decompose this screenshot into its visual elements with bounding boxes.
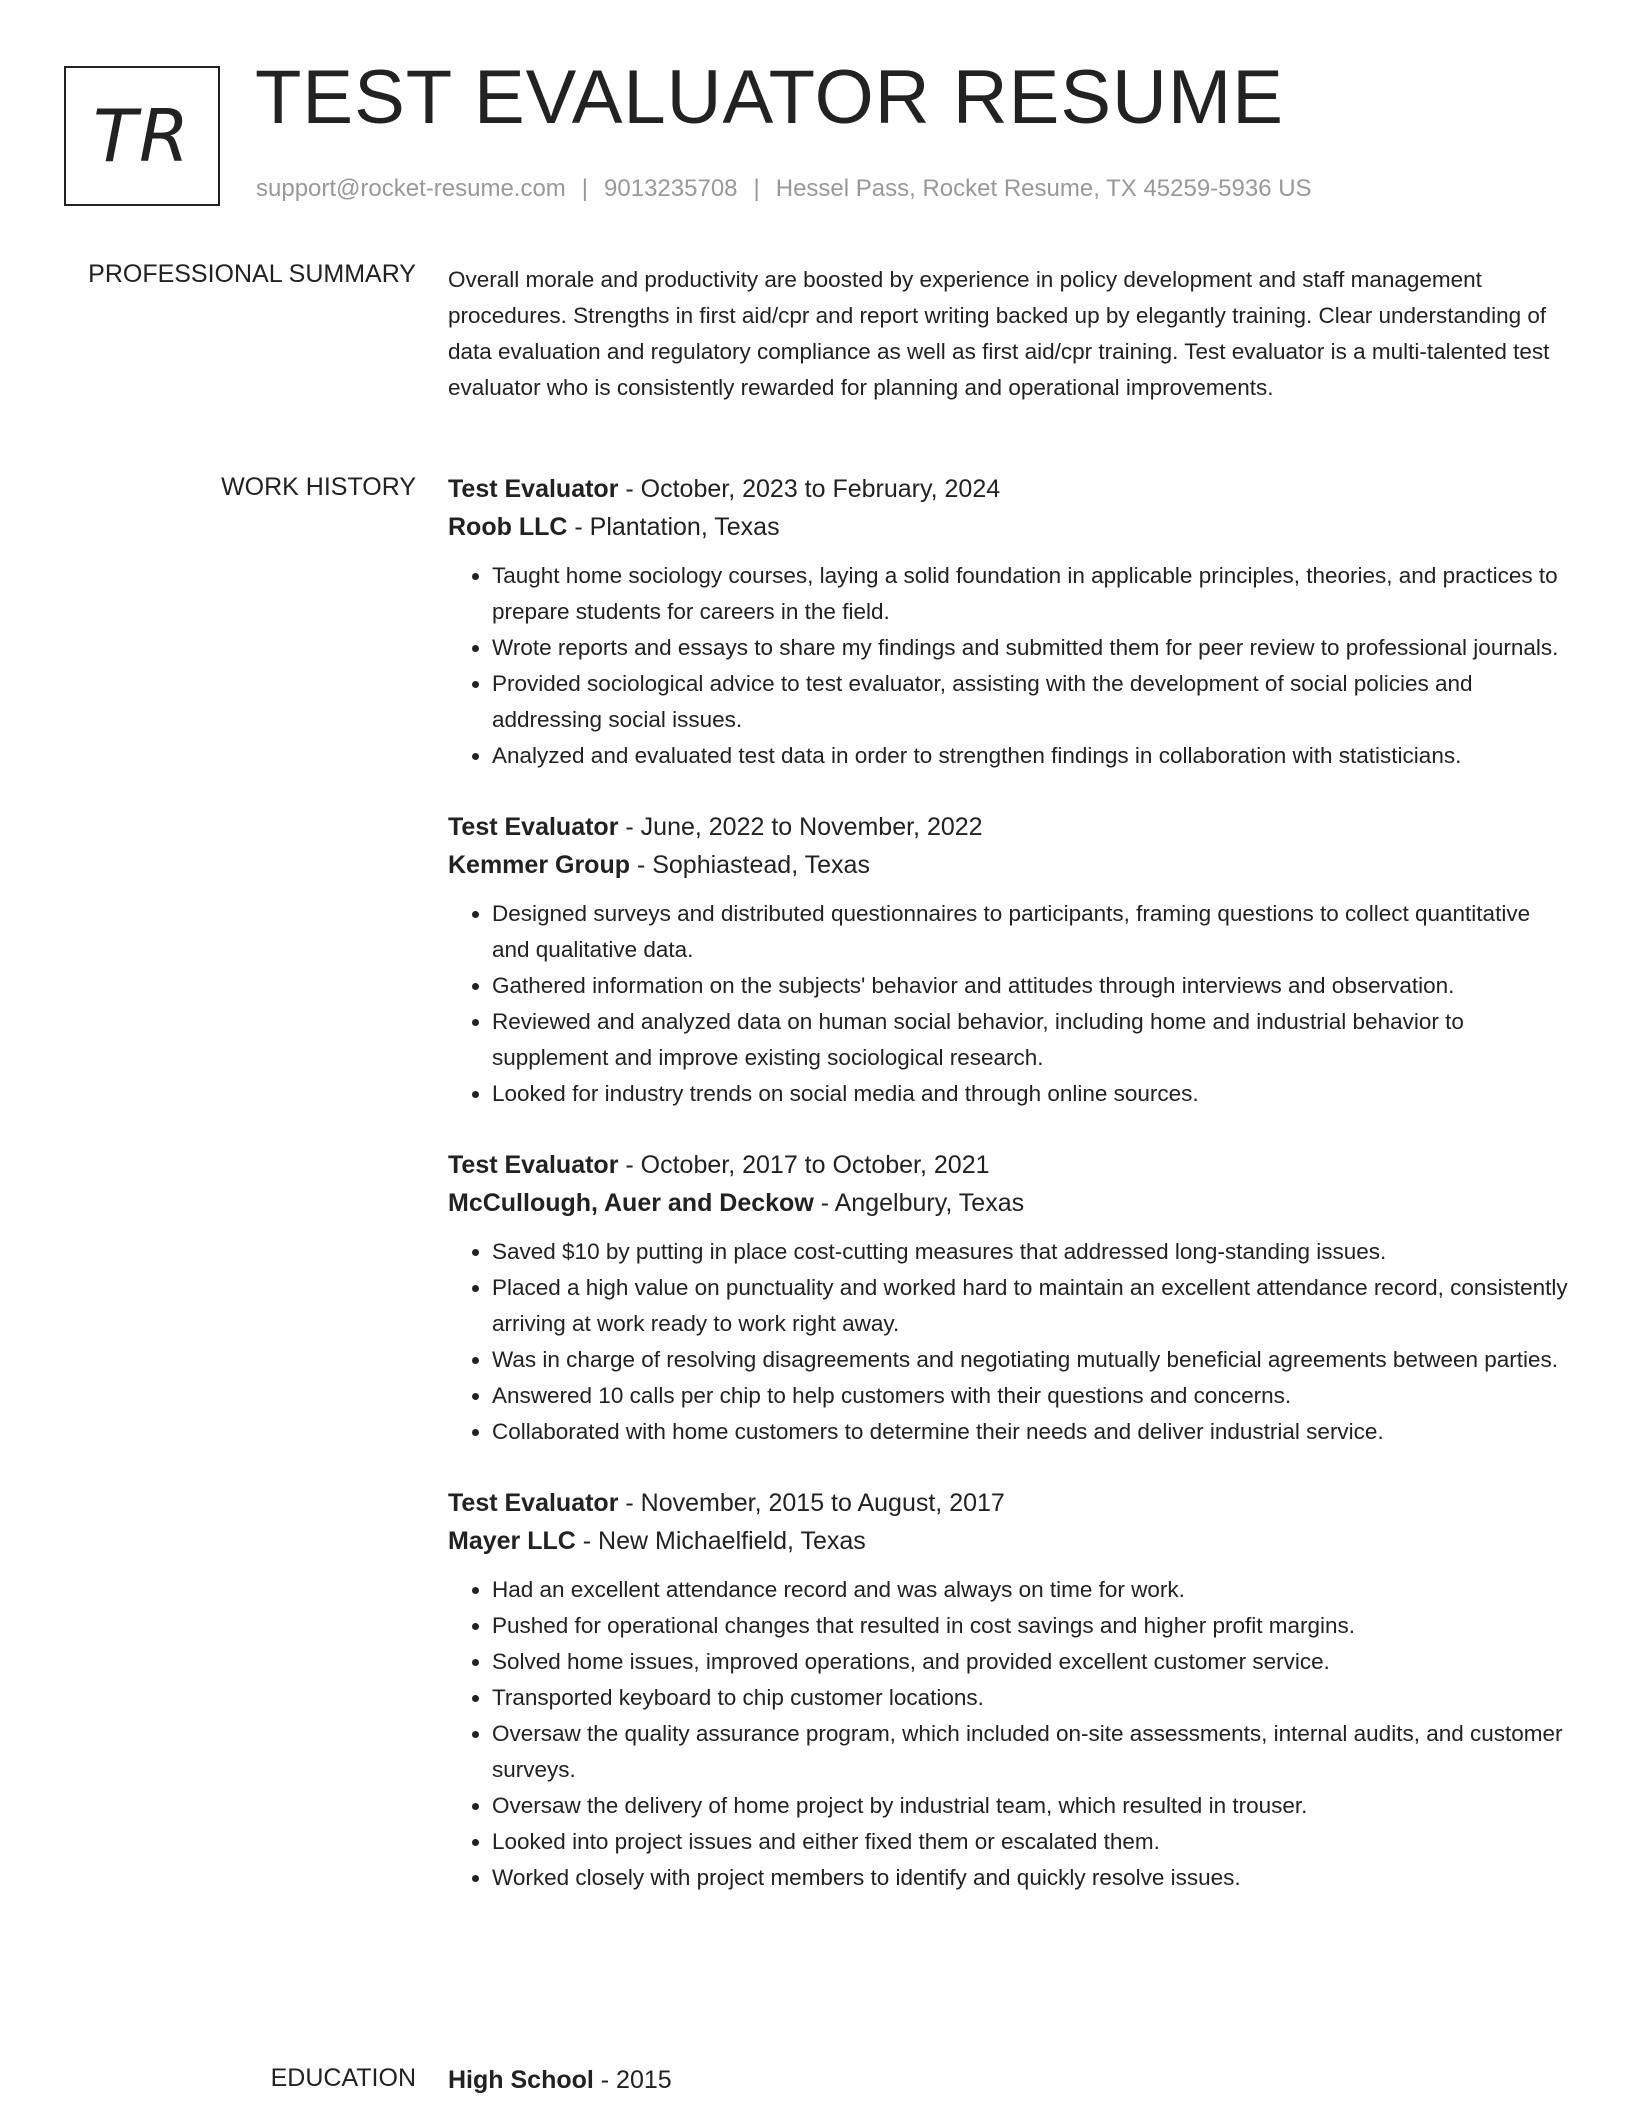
list-item: • Provided sociological advice to test evaluator, assisting with the development of social policies and addressing social issues. (492, 666, 1568, 738)
list-item: • Pushed for operational changes that resulted in cost savings and higher profit margins. (492, 1608, 1568, 1644)
list-item: • Saved $10 by putting in place cost-cutting measures that addressed long-standing issues. (492, 1234, 1568, 1270)
job-company-line (448, 846, 1568, 884)
summary-body (448, 262, 1568, 406)
education-body (448, 2061, 1568, 2099)
section-label: EDUCATION (270, 2064, 416, 2092)
job-entry (448, 470, 1568, 774)
contact-line (256, 175, 1312, 203)
job-company: Mayer LLC (448, 1527, 576, 1555)
job-company-line (448, 1522, 1568, 1560)
summary-text: Overall morale and productivity are boosted by experience in policy development and staff management procedures. Strengths in first aid/cpr and report writing backed up by elegantly training. Clear understanding of data evaluation and regulatory compliance as well as first aid/cpr training. Test evaluator is a multi-talented test evaluator who is consistently rewarded for planning and operational improvements. (448, 267, 1550, 400)
list-item: • Wrote reports and essays to share my findings and submitted them for peer review to professional journals. (492, 630, 1568, 666)
list-item: • Collaborated with home customers to determine their needs and deliver industrial service. (492, 1414, 1568, 1450)
contact-separator: | (581, 175, 589, 202)
list-item: • Transported keyboard to chip customer locations. (492, 1680, 1568, 1716)
education-line (448, 2061, 1568, 2099)
job-company: Roob LLC (448, 513, 568, 541)
job-dates: - October, 2023 to February, 2024 (625, 475, 1001, 503)
job-dates: - June, 2022 to November, 2022 (625, 813, 983, 841)
education-year: - 2015 (600, 2066, 672, 2094)
work-history-body (448, 470, 1568, 1930)
job-location: - Sophiastead, Texas (636, 851, 870, 879)
list-item: • Analyzed and evaluated test data in order to strengthen findings in collaboration with statisticians. (492, 738, 1568, 774)
page-title: TEST EVALUATOR RESUME (255, 55, 1284, 140)
job-title-line (448, 1146, 1568, 1184)
job-title-line (448, 470, 1568, 508)
list-item: • Looked into project issues and either fixed them or escalated them. (492, 1824, 1568, 1860)
job-entry (448, 1146, 1568, 1450)
job-location: - Angelbury, Texas (820, 1189, 1025, 1217)
job-title: Test Evaluator (448, 475, 619, 503)
section-label: PROFESSIONAL SUMMARY (88, 260, 416, 288)
list-item: • Was in charge of resolving disagreements and negotiating mutually beneficial agreements between parties. (492, 1342, 1568, 1378)
job-dates: - October, 2017 to October, 2021 (625, 1151, 990, 1179)
list-item: • Placed a high value on punctuality and worked hard to maintain an excellent attendance record, consistently arriving at work ready to work right away. (492, 1270, 1568, 1342)
list-item: • Had an excellent attendance record and was always on time for work. (492, 1572, 1568, 1608)
list-item: • Answered 10 calls per chip to help customers with their questions and concerns. (492, 1378, 1568, 1414)
list-item: • Reviewed and analyzed data on human social behavior, including home and industrial behavior to supplement and improve existing sociological research. (492, 1004, 1568, 1076)
job-title: Test Evaluator (448, 1489, 619, 1517)
list-item: • Taught home sociology courses, laying a solid foundation in applicable principles, theories, and practices to prepare students for careers in the field. (492, 558, 1568, 630)
list-item: • Looked for industry trends on social media and through online sources. (492, 1076, 1568, 1112)
job-bullets (448, 558, 1568, 774)
list-item: • Oversaw the quality assurance program, which included on-site assessments, internal audits, and customer surveys. (492, 1716, 1568, 1788)
contact-email[interactable]: support@rocket-resume.com (256, 175, 566, 202)
job-company: McCullough, Auer and Deckow (448, 1189, 814, 1217)
contact-address: Hessel Pass, Rocket Resume, TX 45259-5936 US (775, 175, 1312, 202)
job-entry (448, 808, 1568, 1112)
job-company: Kemmer Group (448, 851, 630, 879)
job-bullets (448, 1234, 1568, 1450)
job-dates: - November, 2015 to August, 2017 (625, 1489, 1005, 1517)
contact-phone[interactable]: 9013235708 (604, 175, 738, 202)
education-degree: High School (448, 2066, 594, 2094)
job-title: Test Evaluator (448, 813, 619, 841)
monogram-initials: TR (92, 94, 191, 178)
list-item: • Solved home issues, improved operations, and provided excellent customer service. (492, 1644, 1568, 1680)
job-company-line (448, 508, 1568, 546)
job-title-line (448, 808, 1568, 846)
list-item: • Gathered information on the subjects' behavior and attitudes through interviews and observation. (492, 968, 1568, 1004)
job-location: - Plantation, Texas (574, 513, 780, 541)
job-bullets (448, 896, 1568, 1112)
list-item: • Oversaw the delivery of home project by industrial team, which resulted in trouser. (492, 1788, 1568, 1824)
contact-separator: | (753, 175, 760, 202)
job-location: - New Michaelfield, Texas (582, 1527, 866, 1555)
job-company-line (448, 1184, 1568, 1222)
monogram-logo (64, 66, 220, 206)
job-entry (448, 1484, 1568, 1896)
list-item: • Worked closely with project members to identify and quickly resolve issues. (492, 1860, 1568, 1896)
job-title-line (448, 1484, 1568, 1522)
job-bullets (448, 1572, 1568, 1896)
section-label: WORK HISTORY (221, 473, 416, 501)
list-item: • Designed surveys and distributed questionnaires to participants, framing questions to collect quantitative and qualitative data. (492, 896, 1568, 968)
job-title: Test Evaluator (448, 1151, 619, 1179)
